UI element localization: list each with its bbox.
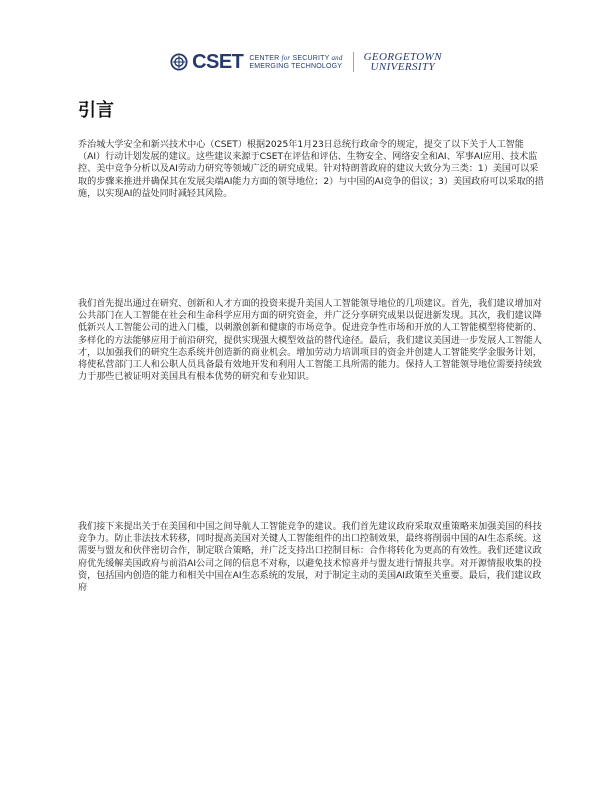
logo-divider xyxy=(353,52,354,72)
cset-logo-subtitle: CENTER for SECURITY and EMERGING TECHNOLOGY xyxy=(249,53,343,70)
page-title: 引言 xyxy=(78,100,114,121)
intro-paragraph-2: 我们首先提出通过在研究、创新和人才方面的投资来提升美国人工智能领导地位的几项建议。首先，我们建议增加对公共部门在人工智能在社会和生命科学应用方面的研究资金，并广泛分享研究成果以促进新发现。其次，我们建议降低新兴人工智能公司的进入门槛，以刺激创新和健康的市场竞争。促进竞争性市场和开放的人工智能模型将使新的、多样化的方法能够应用于前沿研究，提供实现强大模型效益的替代途径。最后，我们建议美国进一步发展人工智能人才，以加强我们的研究生态系统并创造新的商业机会。增加劳动力培训项目的资金并创建人工智能奖学金服务计划，将使私营部门工人和公职人员具备最有效地开发和利用人工智能工具所需的能力。保持人工智能领导地位需要持续致力于那些已被证明对美国具有根本优势的研究和专业知识。 xyxy=(78,299,542,383)
cset-seal-icon xyxy=(170,53,188,71)
page-header xyxy=(0,42,612,82)
intro-paragraph-1: 乔治城大学安全和新兴技术中心（CSET）根据2025年1月23日总统行政命令的规定，提交了以下关于人工智能（AI）行动计划发展的建议。这些建议来源于CSET在评估和评估、生物安全、网络安全和AI、军事AI应用、技术监控、美中竞争分析以及AI劳动力研究等领域广泛的研究成果。针对特朗普政府的建议大致分为三类：1）美国可以采取的步骤来推进并确保其在发展尖端AI能力方面的领导地位；2）与中国的AI竞争的倡议；3）美国政府可以采取的措施，以实现AI的益处同时减轻其风险。 xyxy=(78,140,544,199)
intro-paragraph-3: 我们接下来提出关于在美国和中国之间导航人工智能竞争的建议。我们首先建议政府采取双重策略来加强美国的科技竞争力。防止非法技术转移，同时提高美国对关键人工智能组件的出口控制效果，最终将削弱中国的AI生态系统。这需要与盟友和伙伴密切合作，制定联合策略，并广泛支持出口控制目标：合作将转化为更高的有效性。我们还建议政府优先缓解美国政府与前沿AI公司之间的信息不对称，以避免技术惊喜并与盟友进行情报共享。对开源情报收集的投资，包括国内创造的能力和相关中国在AI生态系统的发展，对于制定主动的美国AI政策至关重要。最后，我们建议政府 xyxy=(78,522,542,594)
cset-logo-text: CSET xyxy=(192,50,244,73)
georgetown-logo: GEORGETOWN UNIVERSITY xyxy=(363,51,442,73)
